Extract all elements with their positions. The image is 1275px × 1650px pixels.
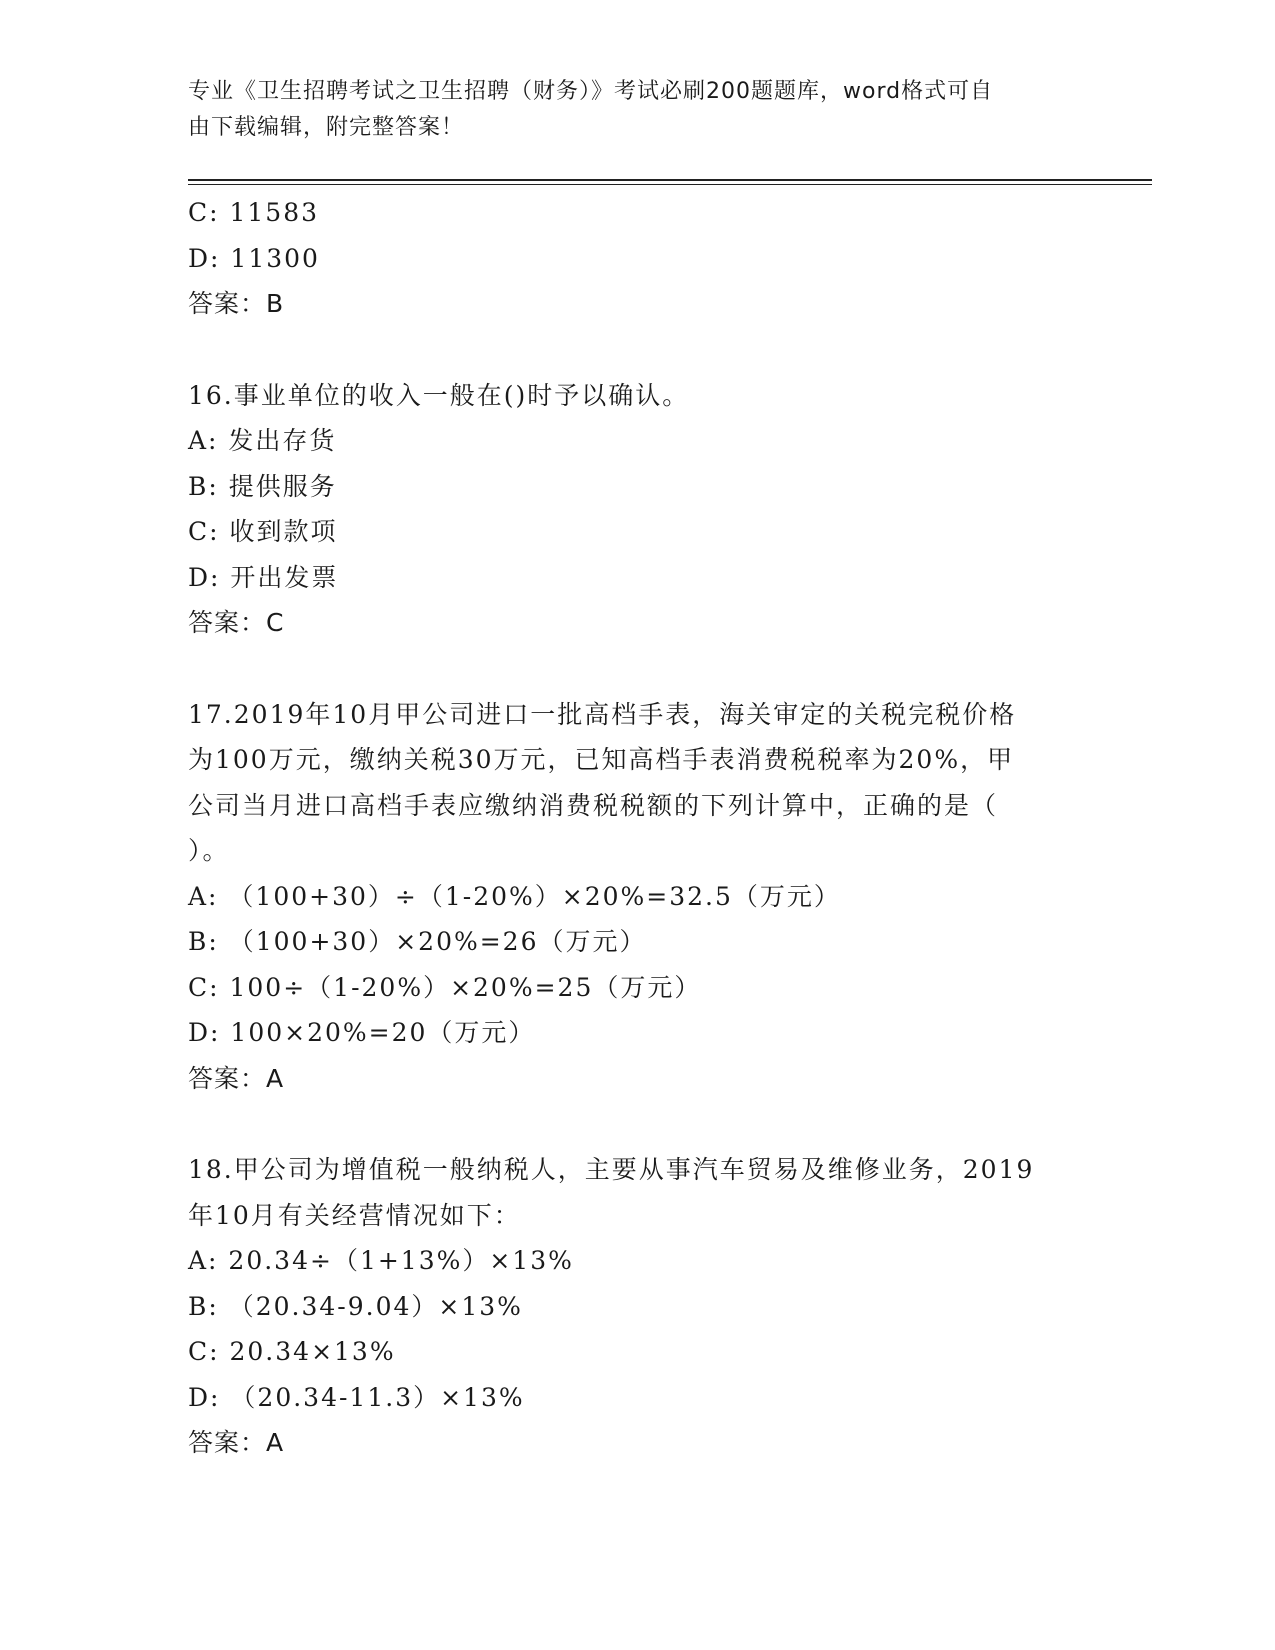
option-a: A: 20.34÷（1+13%）×13% — [188, 1246, 574, 1275]
question-18 — [188, 1147, 1088, 1466]
option-b: B: 提供服务 — [188, 471, 337, 501]
option-b: B: （20.34-9.04）×13% — [188, 1291, 523, 1321]
answer-label: 答案：A — [188, 1063, 285, 1093]
option-c: C: 11583 — [188, 198, 320, 227]
header-rule-thick — [188, 179, 1152, 181]
option-b: B: （100+30）×20%=26（万元） — [188, 927, 647, 956]
question-stem-line-1: 18.甲公司为增值税一般纳税人，主要从事汽车贸易及维修业务，2019 — [188, 1155, 1035, 1184]
header-line-2: 由下载编辑，附完整答案！ — [188, 115, 465, 140]
option-d: D: 开出发票 — [188, 562, 339, 592]
question-16 — [188, 373, 1088, 646]
document-header — [188, 74, 1068, 146]
answer-label: 答案：B — [188, 289, 285, 318]
option-c: C: 20.34×13% — [188, 1337, 396, 1366]
option-d: D: （20.34-11.3）×13% — [188, 1382, 525, 1412]
header-line-1: 专业《卫生招聘考试之卫生招聘（财务）》考试必刷200题题库，word格式可自 — [188, 79, 994, 104]
question-stem-line-2: 年10月有关经营情况如下： — [188, 1200, 521, 1230]
header-rule-thin — [188, 184, 1152, 185]
question-stem-line-1: 17.2019年10月甲公司进口一批高档手表，海关审定的关税完税价格 — [188, 699, 1017, 729]
spacer — [188, 1101, 1088, 1147]
question-stem: 16.事业单位的收入一般在()时予以确认。 — [188, 380, 690, 410]
question-stem-line-4: ）。 — [188, 836, 230, 865]
option-a: A: 发出存货 — [188, 426, 337, 455]
option-a: A: （100+30）÷（1-20%）×20%=32.5（万元） — [188, 881, 841, 911]
answer-label: 答案：C — [188, 608, 285, 637]
spacer — [188, 646, 1088, 692]
option-c: C: 100÷（1-20%）×20%=25（万元） — [188, 972, 702, 1002]
option-d: D: 100×20%=20（万元） — [188, 1018, 536, 1047]
spacer — [188, 327, 1088, 373]
question-stem-line-3: 公司当月进口高档手表应缴纳消费税税额的下列计算中，正确的是（ — [188, 790, 999, 820]
question-list — [188, 190, 1088, 1466]
question-stem-line-2: 为100万元，缴纳关税30万元，已知高档手表消费税税率为20%，甲 — [188, 745, 1015, 774]
question-15-tail — [188, 190, 1088, 327]
question-17 — [188, 692, 1088, 1102]
answer-label: 答案：A — [188, 1428, 285, 1457]
option-c: C: 收到款项 — [188, 517, 338, 546]
option-d: D: 11300 — [188, 243, 320, 273]
